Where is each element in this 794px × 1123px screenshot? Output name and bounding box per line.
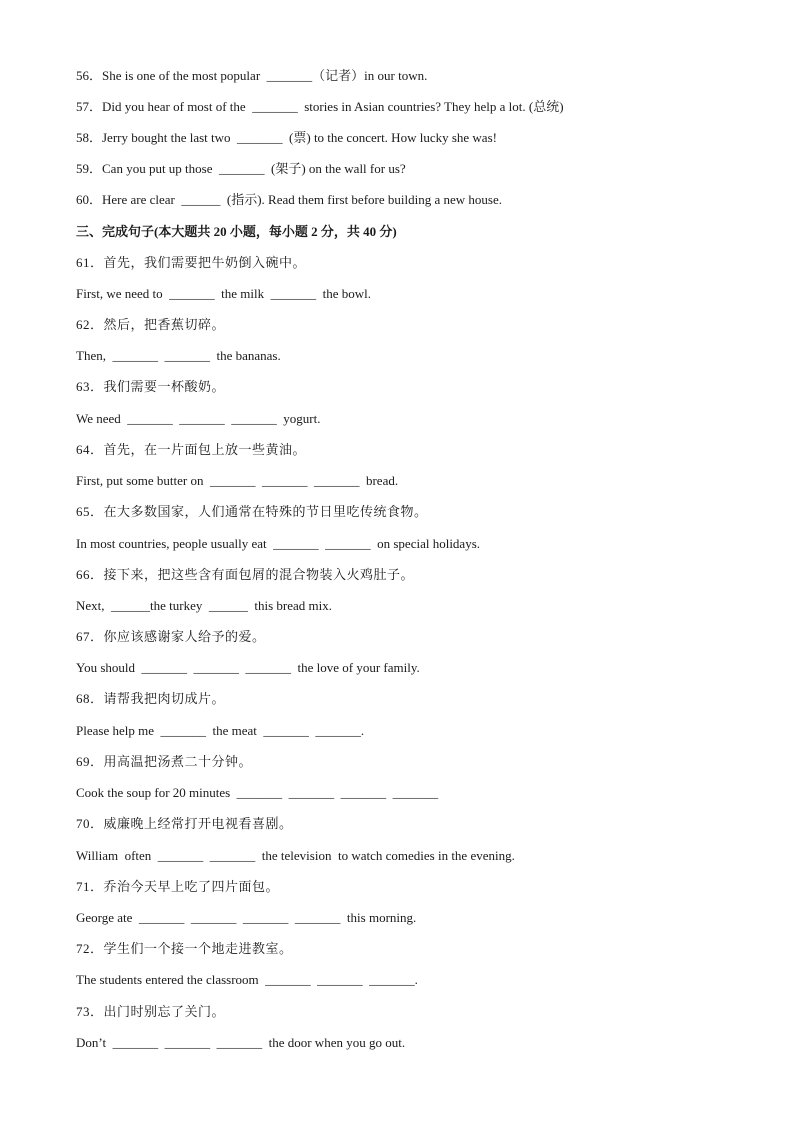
question-63-prompt: 63．我们需要一杯酸奶。 — [76, 379, 226, 394]
question-61-answer: First, we need to _______ the milk _______ the bowl. — [76, 286, 372, 301]
question-63-answer: We need _______ _______ _______ yogurt. — [76, 411, 321, 426]
question-66-prompt: 66．接下来，把这些含有面包屑的混合物装入火鸡肚子。 — [76, 567, 415, 582]
question-64-prompt: 64．首先，在一片面包上放一些黄油。 — [76, 442, 307, 457]
question-58: 58．Jerry bought the last two _______ (票) to the concert. How lucky she was! — [76, 130, 497, 145]
question-71-answer: George ate _______ _______ _______ _______ this morning. — [76, 910, 417, 925]
question-64-answer: First, put some butter on _______ _______ _______ bread. — [76, 473, 399, 488]
question-56: 56．She is one of the most popular _______（记者）in our town. — [76, 68, 428, 83]
question-68-answer: Please help me _______ the meat _______ _______. — [76, 723, 365, 738]
question-70-prompt: 70．威廉晚上经常打开电视看喜剧。 — [76, 816, 293, 831]
question-65-prompt: 65．在大多数国家，人们通常在特殊的节日里吃传统食物。 — [76, 504, 428, 519]
question-68-prompt: 68．请帮我把肉切成片。 — [76, 691, 226, 706]
section-header: 三、完成句子(本大题共 20 小题，每小题 2 分，共 40 分) — [76, 224, 397, 239]
question-72-prompt: 72．学生们一个接一个地走进教室。 — [76, 941, 293, 956]
question-59: 59．Can you put up those _______ (架子) on the wall for us? — [76, 161, 406, 176]
question-65-answer: In most countries, people usually eat _______ _______ on special holidays. — [76, 536, 481, 551]
question-60: 60．Here are clear ______ (指示). Read them first before building a new house. — [76, 192, 502, 207]
question-67-prompt: 67．你应该感谢家人给予的爱。 — [76, 629, 266, 644]
question-70-answer: William often _______ _______ the television to watch comedies in the evening. — [76, 848, 515, 863]
question-67-answer: You should _______ _______ _______ the love of your family. — [76, 660, 420, 675]
question-62-answer: Then, _______ _______ the bananas. — [76, 348, 281, 363]
question-73-answer: Don’t _______ _______ _______ the door when you go out. — [76, 1035, 406, 1050]
question-69-prompt: 69．用高温把汤煮二十分钟。 — [76, 754, 253, 769]
question-57: 57．Did you hear of most of the _______ stories in Asian countries? They help a lot. (总统) — [76, 99, 564, 114]
question-66-answer: Next, ______the turkey ______ this bread mix. — [76, 598, 332, 613]
question-71-prompt: 71．乔治今天早上吃了四片面包。 — [76, 879, 280, 894]
question-62-prompt: 62．然后，把香蕉切碎。 — [76, 317, 226, 332]
question-61-prompt: 61．首先，我们需要把牛奶倒入碗中。 — [76, 255, 307, 270]
question-72-answer: The students entered the classroom _______ _______ _______. — [76, 972, 418, 987]
question-69-answer: Cook the soup for 20 minutes _______ _______ _______ _______ — [76, 785, 439, 800]
question-73-prompt: 73．出门时别忘了关门。 — [76, 1004, 226, 1019]
